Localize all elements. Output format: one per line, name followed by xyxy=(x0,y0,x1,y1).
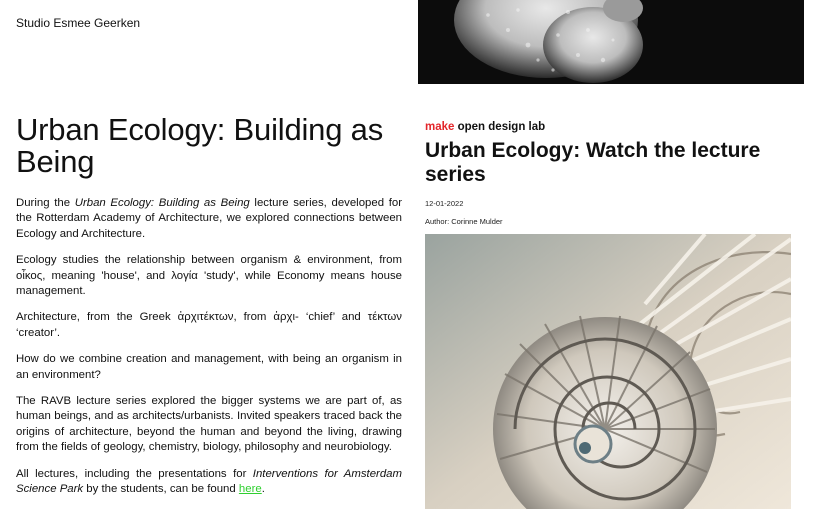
brand-open-design-lab: open design lab xyxy=(454,121,546,133)
article-paragraph-6 xyxy=(16,467,402,498)
project-title: Interventions for Amsterdam Science Park xyxy=(16,467,402,496)
card-date: 12-01-2022 xyxy=(425,199,464,208)
article xyxy=(16,114,402,509)
article-paragraph-4: How do we combine creation and management, with being an organism in an environment? xyxy=(16,353,402,381)
brand-label xyxy=(425,120,795,134)
article-paragraph-3: Architecture, from the Greek ἀρχιτέκτων, from ἀρχι- ‘chief’ and τέκτων ‘creator’. xyxy=(16,311,402,339)
article-title: Urban Ecology: Building as Being xyxy=(16,112,384,179)
card-author: Author: Corinne Mulder xyxy=(425,217,503,226)
text: During the xyxy=(16,197,75,209)
card-title[interactable]: Urban Ecology: Watch the lecture series xyxy=(425,139,761,186)
text: . xyxy=(261,483,265,496)
nautilus-shell-image xyxy=(425,234,791,509)
article-paragraph-1 xyxy=(16,196,402,242)
lectures-link[interactable]: here xyxy=(238,483,262,496)
text: All lectures, including the presentations for xyxy=(16,467,253,480)
series-title: Urban Ecology: Building as Being xyxy=(74,197,250,209)
article-paragraph-2: Ecology studies the relationship between organism & environment, from οἶκος, meaning 'house', and λογία 'study', while Economy means house management. xyxy=(16,254,402,298)
article-card[interactable] xyxy=(425,120,795,234)
sem-microscope-image xyxy=(418,0,804,84)
brand-make: make xyxy=(425,121,455,133)
studio-logo-link[interactable]: Studio Esmee Geerken xyxy=(16,16,141,30)
text: lecture series, developed for the Rotterdam Academy of Architecture, we explored connections between Ecology and Architecture. xyxy=(16,197,403,240)
text: by the students, can be found xyxy=(83,483,239,496)
article-paragraph-5: The RAVB lecture series explored the bigger systems we are part of, as human beings, and as architects/urbanists. Invited speakers traced back the origins of architecture, beyond the human and beyond the living, drawing from the fields of geology, chemistry, biology, philosophy and neurobiology. xyxy=(16,395,402,454)
